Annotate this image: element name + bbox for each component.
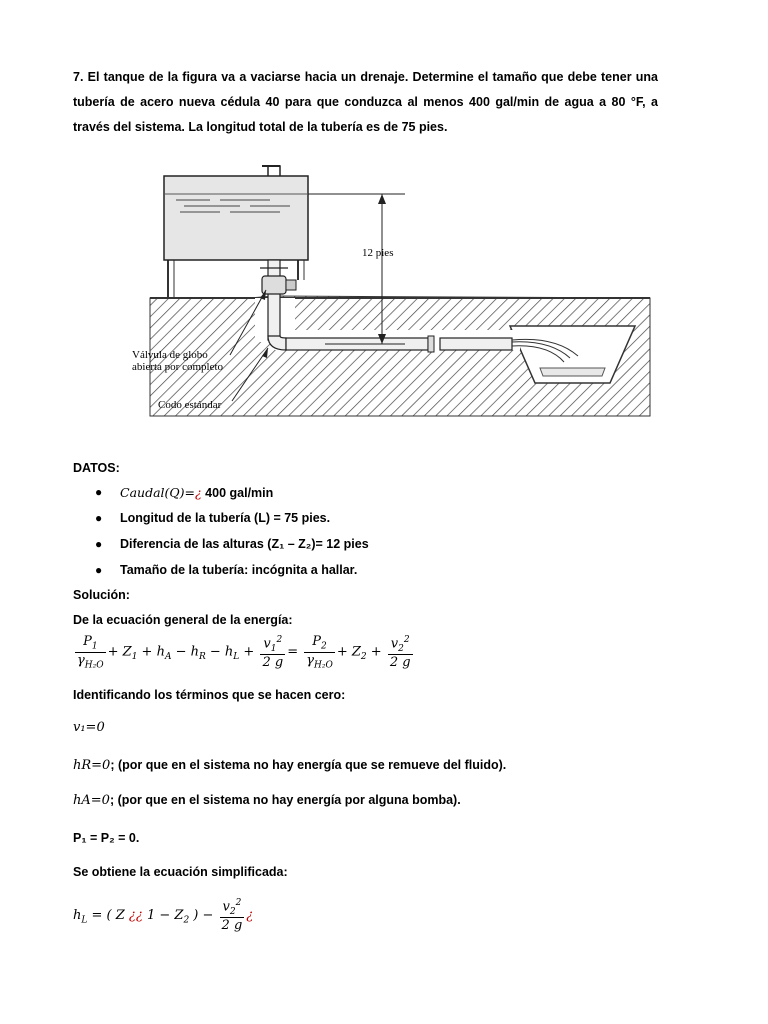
- tank-drain-figure: [132, 158, 650, 418]
- bullet-icon: ●: [95, 511, 103, 525]
- simplified-intro: Se obtiene la ecuación simplificada:: [73, 865, 288, 879]
- problem-text: El tanque de la figura va a vaciarse hacia un drenaje. Determine el tamaño que debe tener una tubería de acero nueva cédula 40 para que conduzca al menos 400 gal/min de agua a 80 °F, a través del sistema. La longitud total de la tubería es de 75 pies.: [73, 70, 658, 134]
- bullet-icon: ●: [95, 537, 103, 551]
- height-label: 12 pies: [362, 247, 394, 259]
- vertical-pipe: [268, 260, 280, 340]
- simplified-equation: $h_L$ = ( Z ¿¿ $1 - Z_2$ ) − $\frac{v_2^2}{2 g}$ ¿: [73, 898, 254, 933]
- hA-line: hA=0; (por que en el sistema no hay energía por alguna bomba).: [73, 793, 461, 808]
- vent: [268, 166, 280, 176]
- energy-equation: $\frac{P_1}{\gamma_{H_2O}}$ + $Z_1 + h_A - h_R - h_L$ + $\frac{v_1^2}{2 g}$ = $\frac{P_2}{\gamma_{H_2O}}$ + $Z_2$ + $\frac{v_2^2}{2 g}$: [77, 634, 411, 671]
- elbow-label: Codo estándar: [158, 399, 222, 411]
- v1-zero: v₁=0: [73, 720, 105, 735]
- datos-heading: DATOS:: [73, 461, 120, 475]
- bullet-icon: ●: [95, 563, 103, 577]
- valve-label-line1: Válvula de globo: [132, 349, 208, 361]
- hR-line: hR=0; (por que en el sistema no hay energía que se remueve del fluido).: [73, 758, 507, 773]
- problem-statement: [73, 65, 658, 140]
- drain-water: [540, 368, 605, 376]
- bullet-icon: ●: [95, 485, 103, 499]
- identify-terms: Identificando los términos que se hacen cero:: [73, 688, 346, 702]
- problem-number: 7.: [73, 70, 84, 84]
- tank: [164, 176, 308, 260]
- solucion-heading: Solución:: [73, 588, 130, 602]
- energy-intro: De la ecuación general de la energía:: [73, 613, 293, 627]
- valve-label-line2: abierta por completo: [132, 361, 224, 373]
- pressures-zero: P₁ = P₂ = 0.: [73, 831, 140, 845]
